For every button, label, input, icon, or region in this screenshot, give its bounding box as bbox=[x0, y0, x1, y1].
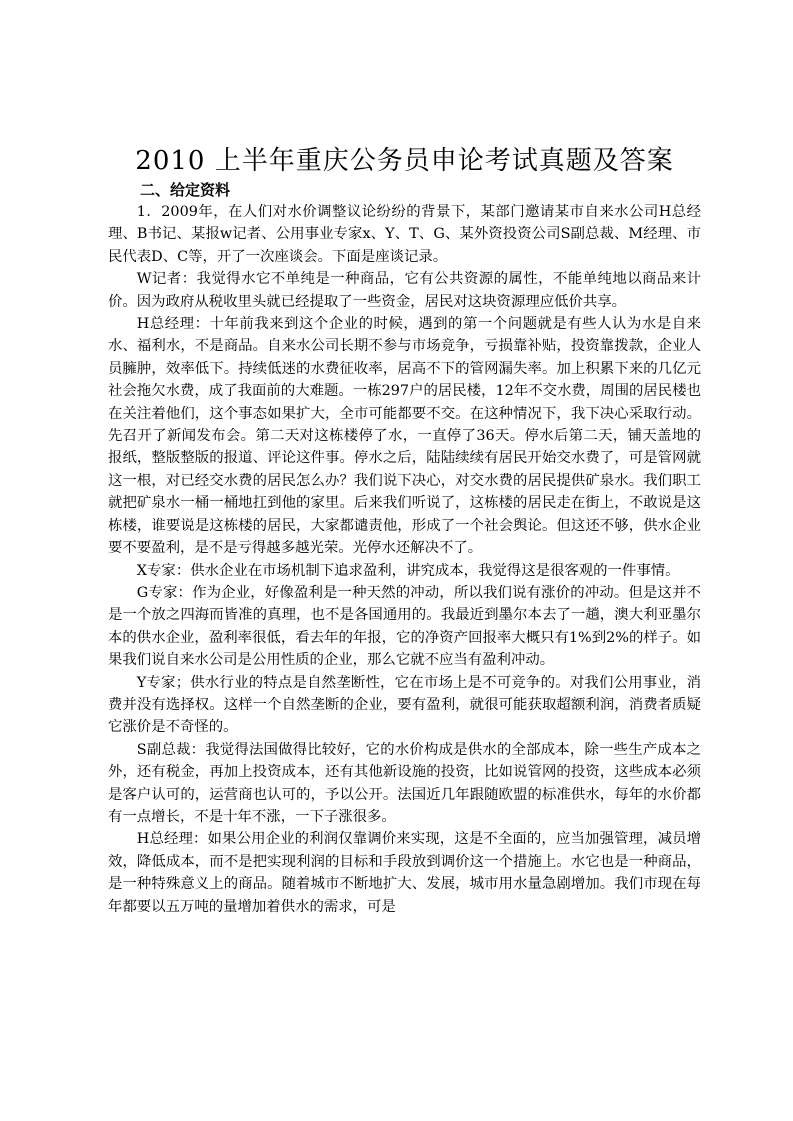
paragraph-g-expert: G专家：作为企业，好像盈利是一种天然的冲动，所以我们说有涨价的冲动。但是这并不是一个放之四海而皆准的真理，也不是各国通用的。我最近到墨尔本去了一趟，澳大利亚墨尔本的供水企业，盈利率很低，看去年的年报，它的净资产回报率大概只有1%到2%的样子。如果我们说自来水公司是公用性质的企业，那么它就不应当有盈利冲动。 bbox=[108, 584, 701, 669]
paragraph-w-reporter: W记者：我觉得水它不单纯是一种商品，它有公共资源的属性，不能单纯地以商品来计价。因为政府从税收里头就已经提取了一些资金，居民对这块资源理应低价共享。 bbox=[108, 271, 701, 310]
document-title: 2010 上半年重庆公务员申论考试真题及答案 bbox=[135, 146, 674, 176]
paragraph-intro: 1．2009年，在人们对水价调整议论纷纷的背景下，某部门邀请某市自来水公司H总经理、B书记、某报w记者、公用事业专家x、Y、T、G、某外资投资公司S副总裁、M经理、市民代表D、C等，开了一次座谈会。下面是座谈记录。 bbox=[108, 204, 701, 265]
paragraph-h-manager-2: H总经理：如果公用企业的利润仅靠调价来实现，这是不全面的，应当加强管理，减员增效，降低成本，而不是把实现利润的目标和手段放到调价这一个措施上。水它也是一种商品，是一种特殊意义上的商品。随着城市不断地扩大、发展，城市用水量急剧增加。我们市现在每年都要以五万吨的量增加着供水的需求，可是 bbox=[108, 831, 701, 915]
section-heading: 二、给定资料 bbox=[140, 181, 231, 199]
paragraph-y-expert: Y专家；供水行业的特点是自然垄断性，它在市场上是不可竞争的。对我们公用事业，消费并没有选择权。这样一个自然垄断的企业，要有盈利，就很可能获取超额利润，消费者质疑它涨价是不奇怪的。 bbox=[108, 674, 701, 736]
paragraph-s-vice-president: S副总裁：我觉得法国做得比较好，它的水价构成是供水的全部成本，除一些生产成本之外，还有税金，再加上投资成本，还有其他新设施的投资，比如说管网的投资，这些成本必须是客户认可的，运营商也认可的，予以公开。法国近几年跟随欧盟的标准供水，每年的水价都有一点增长，不是十年不涨，一下子涨很多。 bbox=[108, 741, 701, 825]
paragraph-h-manager: H总经理：十年前我来到这个企业的时候，遇到的第一个问题就是有些人认为水是自来水、福利水，不是商品。自来水公司长期不参与市场竞争，亏损靠补贴，投资靠拨款，企业人员臃肿，效率低下。持续低迷的水费征收率，居高不下的管网漏失率。加上积累下来的几亿元社会拖欠水费，成了我面前的大难题。一栋297户的居民楼，12年不交水费，周围的居民楼也在关注着他们，这个事态如果扩大，全市可能都要不交。在这种情况下，我下决心采取行动。先召开了新闻发布会。第二天对这栋楼停了水，一直停了36天。停水后第二天，铺天盖地的报纸，整版整版的报道、评论这件事。停水之后，陆陆续续有居民开始交水费了，可是管网就这一根，对已经交水费的居民怎么办？我们说下决心，对交水费的居民提供矿泉水。我们职工就把矿泉水一桶一桶地扛到他的家里。后来我们听说了，这栋楼的居民走在街上，不敢说是这栋楼，谁要说是这栋楼的居民，大家都谴责他，形成了一个社会舆论。但这还不够，供水企业要不要盈利，是不是亏得越多越光荣。光停水还解决不了。 bbox=[108, 316, 701, 557]
document-body bbox=[108, 201, 701, 918]
paragraph-x-expert: X专家：供水企业在市场机制下追求盈利，讲究成本，我觉得这是很客观的一件事情。 bbox=[136, 562, 680, 579]
